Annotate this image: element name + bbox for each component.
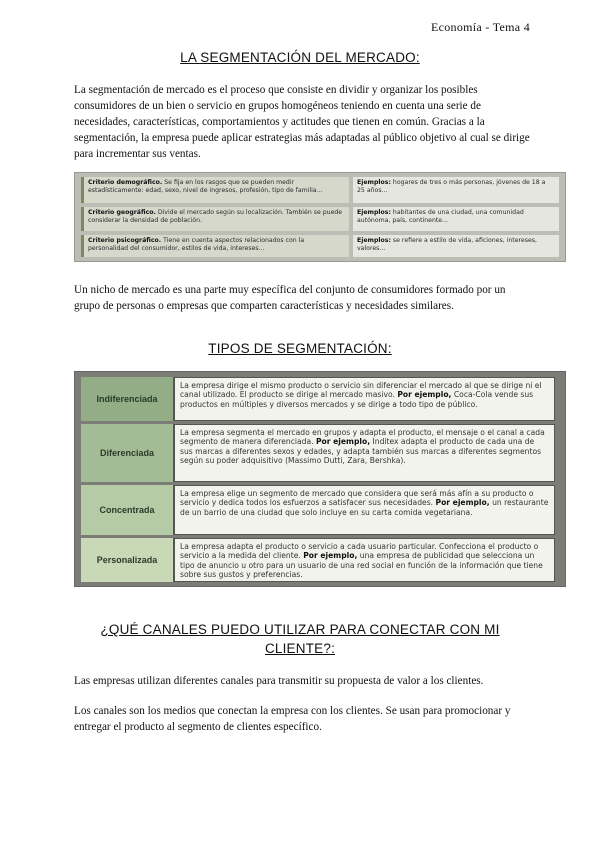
criterio-text: Tiene en cuenta aspectos relacionados con la personalidad del consumidor, estilos de vida, intereses...	[88, 237, 305, 252]
criterios-figure	[74, 172, 566, 262]
tipo-label: Diferenciada	[81, 424, 175, 482]
section-title-canales-line1: ¿QUÉ CANALES PUEDO UTILIZAR PARA CONECTAR CON MI	[100, 622, 500, 637]
tipo-example-label: Por ejemplo,	[397, 390, 452, 400]
criterio-name: Criterio demográfico.	[88, 179, 163, 186]
section-title-tipos: TIPOS DE SEGMENTACIÓN:	[208, 341, 392, 356]
section-title-segmentacion: LA SEGMENTACIÓN DEL MERCADO:	[180, 50, 420, 65]
tipo-text: La empresa segmenta el mercado en grupos y adapta el producto, el mensaje o el canal a cada segmento de manera diferenciada.	[180, 428, 545, 447]
tipo-row	[81, 377, 555, 421]
tipo-example: Coca-Cola vende sus productos en múltiples y diversos mercados y se dirige a todo tipo de público.	[180, 390, 534, 409]
canales-paragraph-2: Los canales son los medios que conectan la empresa con los clientes. Se usan para promocionar y entregar el producto al segmento de clientes específico.	[74, 705, 511, 733]
criterio-example: habitantes de una ciudad, una comunidad autónoma, país, continente...	[357, 209, 524, 224]
tipo-label: Concentrada	[81, 485, 175, 535]
criterio-example: hogares de tres o más personas, jóvenes de 18 a 25 años...	[357, 179, 546, 194]
criterio-example-label: Ejemplos:	[357, 237, 391, 244]
running-header: Economía - Tema 4	[430, 20, 530, 34]
criterio-row	[81, 235, 559, 257]
canales-paragraph-1: Las empresas utilizan diferentes canales para transmitir su propuesta de valor a los clientes.	[74, 675, 484, 687]
nicho-paragraph: Un nicho de mercado es una parte muy específica del conjunto de consumidores formado por un grupo de personas o empresas que comparten características y necesidades similares.	[74, 284, 506, 312]
criterio-name: Criterio psicográfico.	[88, 237, 162, 244]
tipo-label: Personalizada	[81, 538, 175, 582]
criterio-row	[81, 177, 559, 203]
section-title-canales-line2: CLIENTE?:	[264, 641, 336, 656]
tipo-example: Inditex adapta el producto de cada una de sus marcas a diferentes sexos y edades, y adapta también sus marcas a diferentes segmentos según su poder adquisitivo (Massimo Dutti, Zara, Bershka).	[180, 437, 542, 465]
tipo-example: un restaurante de un barrio de una ciudad que solo incluye en su carta comida vegetariana.	[180, 498, 549, 517]
criterio-example-label: Ejemplos:	[357, 209, 391, 216]
tipo-row	[81, 424, 555, 482]
intro-paragraph: La segmentación de mercado es el proceso que consiste en dividir y organizar los posibles consumidores de un bien o servicio en grupos homogéneos teniendo en cuenta una serie de necesidades, características, comportamientos y actitudes que tienen en común. Gracias a la segmentación, la empresa puede aplicar estrategias más adaptadas al público objetivo al cual se dirige para incrementar sus ventas.	[74, 84, 530, 160]
criterio-example: se refiere a estilo de vida, aficiones, intereses, valores...	[357, 237, 537, 252]
tipo-row	[81, 538, 555, 582]
tipo-example-label: Por ejemplo,	[315, 437, 371, 447]
tipo-example: una empresa de publicidad que selecciona un tipo de anuncio u otro para un usuario de una red social en función de la información que tiene sobre sus gustos y preferencias.	[180, 551, 543, 579]
tipo-text: La empresa dirige el mismo producto o servicio sin diferenciar el mercado al que se dirige ni el canal utilizado. El producto se dirige al mercado masivo.	[180, 381, 542, 400]
criterio-example-label: Ejemplos:	[357, 179, 391, 186]
criterio-row	[81, 207, 559, 231]
tipo-example-label: Por ejemplo,	[303, 551, 358, 561]
criterio-text: Divide el mercado según su localización. También se puede considerar la densidad de población.	[88, 209, 343, 224]
criterio-text: Se fija en los rasgos que se pueden medir estadísticamente: edad, sexo, nivel de ingresos, profesión, tipo de familia...	[88, 179, 323, 194]
tipo-label: Indiferenciada	[81, 377, 175, 421]
tipo-row	[81, 485, 555, 535]
tipo-example-label: Por ejemplo,	[435, 498, 490, 508]
tipos-figure	[74, 371, 566, 587]
tipo-text: La empresa adapta el producto o servicio a cada usuario particular. Confecciona el producto o servicio a la medida del cliente.	[180, 542, 539, 561]
criterio-name: Criterio geográfico.	[88, 209, 156, 216]
tipo-text: La empresa elige un segmento de mercado que considera que será más afín a su producto o servicio y dedica todos los esfuerzos a satisfacer sus necesidades.	[180, 489, 534, 508]
